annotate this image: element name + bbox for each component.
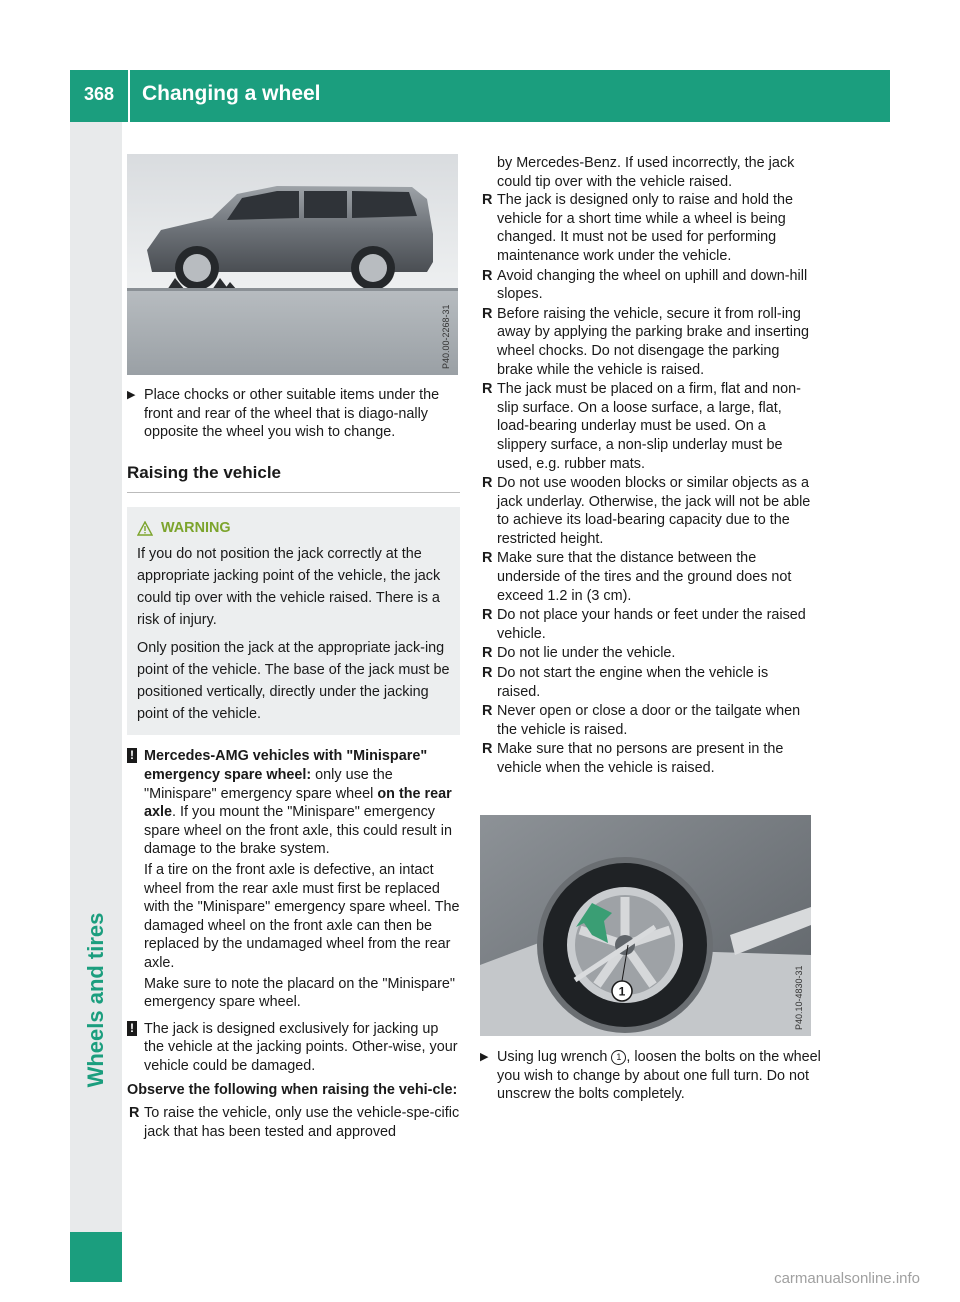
list-item: [480, 191, 813, 265]
list-item-continued: by Mercedes-Benz. If used incorrectly, the jack could tip over with the vehicle raised.: [497, 155, 795, 190]
precaution-list: [480, 191, 813, 777]
left-column: [127, 386, 460, 1142]
bullet-icon: R: [482, 645, 493, 662]
list-item-text: Make sure that the distance between the underside of the tires and the ground does not exceed 1.2 in (3 cm).: [497, 550, 792, 604]
list-item: [480, 305, 813, 379]
list-item-text: Do not place your hands or feet under the raised vehicle.: [497, 607, 806, 642]
figure1-code: P40.00-2268-31: [441, 304, 451, 369]
page-number: 368: [83, 84, 115, 104]
bullet-icon: R: [482, 192, 493, 209]
note-text-part: only use the "Minispare" emergency spare wheel: [144, 766, 393, 802]
step-arrow-icon: ▶: [480, 1051, 489, 1063]
note-text: Make sure to note the placard on the "Minispare" emergency spare wheel.: [144, 975, 455, 1011]
figure-lug-wrench: [480, 815, 811, 1036]
bullet-icon: R: [482, 305, 493, 322]
figure2-code: P40.10-4830-31: [794, 965, 804, 1030]
list-item: [480, 549, 813, 605]
list-item-text: Do not start the engine when the vehicle is raised.: [497, 665, 769, 700]
list-item: [480, 267, 813, 304]
list-item: [480, 664, 813, 701]
figure2-callout: 1: [618, 984, 626, 999]
exclamation-icon: !: [127, 748, 137, 763]
list-item: [480, 740, 813, 777]
page-header: [70, 70, 890, 122]
list-item: [480, 644, 813, 663]
warning-box: [127, 507, 460, 735]
warning-text: If you do not position the jack correctly at the appropriate jacking point of the vehicle, the jack could tip over with the vehicle raised. There is a risk of injury.: [137, 546, 441, 629]
bullet-icon: R: [482, 267, 493, 284]
bullet-icon: R: [482, 741, 493, 758]
list-item: [480, 380, 813, 473]
note-block: [127, 1020, 460, 1076]
chapter-tab-label: Wheels and tires: [83, 912, 108, 1088]
list-item-text: Never open or close a door or the tailgate when the vehicle is raised.: [497, 703, 801, 738]
bullet-icon: R: [482, 665, 493, 682]
instruction-step: [127, 386, 460, 442]
warning-header: [137, 517, 450, 539]
list-item-text: The jack is designed only to raise and hold the vehicle for a short time while a wheel is being changed. It must not be used for performing maintenance work under the vehicle.: [497, 192, 793, 264]
callout-1-icon: 1: [611, 1050, 626, 1065]
note-text: [144, 747, 460, 859]
note-bold-emphasis: on the rear axle: [144, 785, 452, 821]
bullet-icon: R: [482, 703, 493, 720]
step-text: , loosen the bolts on the wheel you wish to change by about one full turn. Do not unscrew the bolts completely.: [497, 1049, 821, 1103]
step-arrow-icon: ▶: [127, 389, 136, 401]
chapter-tab: [74, 840, 118, 1160]
warning-triangle-icon: [137, 521, 153, 536]
bullet-icon: R: [482, 550, 493, 567]
list-item: [480, 702, 813, 739]
warning-text: Only position the jack at the appropriate jack-ing point of the vehicle. The base of the jack must be positioned vertically, directly under the jacking point of the vehicle.: [137, 640, 450, 723]
note-bold-lead: Mercedes-AMG vehicles with "Minispare" emergency spare wheel:: [144, 748, 428, 783]
watermark: carmanualsonline.info: [774, 1270, 920, 1287]
chapter-marker: [70, 1232, 122, 1282]
observe-heading: Observe the following when raising the vehi-cle:: [127, 1082, 458, 1099]
vehicle-side-illustration: [127, 154, 458, 375]
section-heading: Raising the vehicle: [127, 464, 460, 494]
note-block: [127, 747, 460, 1011]
bullet-icon: R: [129, 1105, 140, 1122]
exclamation-icon: !: [127, 1021, 137, 1036]
list-item-text: Do not use wooden blocks or similar objects as a jack underlay. Otherwise, the jack will not be able to achieve its load-bearing capacity due to the restricted height.: [497, 475, 811, 547]
page-title: Changing a wheel: [142, 82, 321, 105]
bullet-icon: R: [482, 475, 493, 492]
note-text: The jack is designed exclusively for jacking up the vehicle at the jacking points. Other-wise, your vehicle could be damaged.: [144, 1020, 458, 1074]
list-item-text: Do not lie under the vehicle.: [497, 645, 676, 662]
warning-label: WARNING: [161, 520, 231, 537]
list-item-text: Avoid changing the wheel on uphill and down-hill slopes.: [497, 267, 808, 303]
list-item-text: Before raising the vehicle, secure it from roll-ing away by applying the parking brake and inserting wheel chocks. Do not disengage the parking brake while the vehicle is raised.: [497, 305, 809, 378]
step-text: Using lug wrench: [497, 1049, 612, 1065]
list-item-text: The jack must be placed on a firm, flat and non-slip surface. On a loose surface, a large, flat, load-bearing underlay must be used. On a slippery surface, a non-slip underlay must be used, e.g. rubber mats.: [497, 381, 801, 472]
note-text: If a tire on the front axle is defective, an intact wheel from the rear axle must first be replaced with the "Minispare" emergency spare wheel. The damaged wheel on the front axle can then be replaced by the undamaged wheel from the rear axle.: [144, 861, 460, 971]
list-item-text: To raise the vehicle, only use the vehicle-spe-cific jack that has been tested and approved: [144, 1105, 460, 1140]
wheel-illustration: [480, 815, 811, 1036]
header-divider: [128, 70, 130, 122]
step-text: Place chocks or other suitable items under the front and rear of the wheel that is diago-nally opposite the wheel you wish to change.: [144, 387, 440, 441]
list-item-text: Make sure that no persons are present in the vehicle when the vehicle is raised.: [497, 741, 784, 776]
figure-vehicle-chocks: [127, 154, 458, 375]
list-item: [127, 1104, 460, 1141]
precaution-list: [127, 1104, 460, 1141]
list-item: [480, 474, 813, 548]
instruction-step: [480, 1048, 830, 1104]
bullet-icon: R: [482, 607, 493, 624]
list-item: [480, 606, 813, 643]
note-text-part: . If you mount the "Minispare" emergency spare wheel on the front axle, this could result in damage to the brake system.: [144, 804, 452, 858]
right-column: [480, 154, 813, 779]
bullet-icon: R: [482, 381, 493, 398]
